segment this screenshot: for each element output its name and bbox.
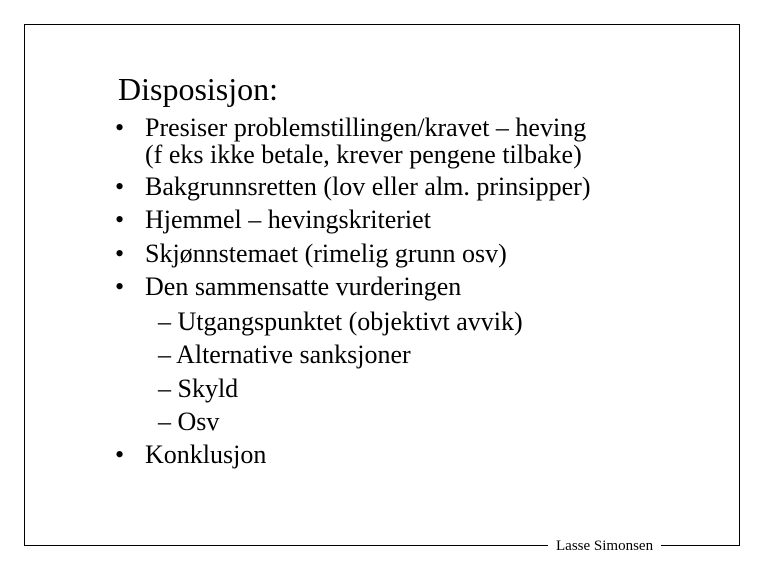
bullet-marker: • [115, 272, 125, 301]
sub-bullet-text: – Skyld [158, 374, 239, 403]
sub-bullet-text: – Osv [158, 407, 220, 436]
sub-bullet-text: – Utgangspunktet (objektivt avvik) [158, 307, 523, 336]
bullet-text: Konklusjon [145, 440, 267, 469]
footer-author: Lasse Simonsen [548, 537, 661, 555]
bullet-text: Den sammensatte vurderingen [145, 272, 462, 301]
bullet-text: Presiser problemstillingen/kravet – heving [145, 113, 587, 142]
bullet-marker: • [115, 239, 125, 268]
bullet-marker: • [115, 205, 125, 234]
sub-bullet-text: – Alternative sanksjoner [158, 340, 411, 369]
bullet-text: Hjemmel – hevingskriteriet [145, 205, 431, 234]
bullet-marker: • [115, 172, 125, 201]
bullet-text-continued: (f eks ikke betale, krever pengene tilbake) [145, 140, 582, 169]
bullet-marker: • [115, 113, 125, 142]
bullet-text: Bakgrunnsretten (lov eller alm. prinsipper) [145, 172, 591, 201]
bullet-marker: • [115, 440, 125, 469]
bullet-text: Skjønnstemaet (rimelig grunn osv) [145, 239, 507, 268]
slide-title: Disposisjon: [118, 71, 279, 107]
